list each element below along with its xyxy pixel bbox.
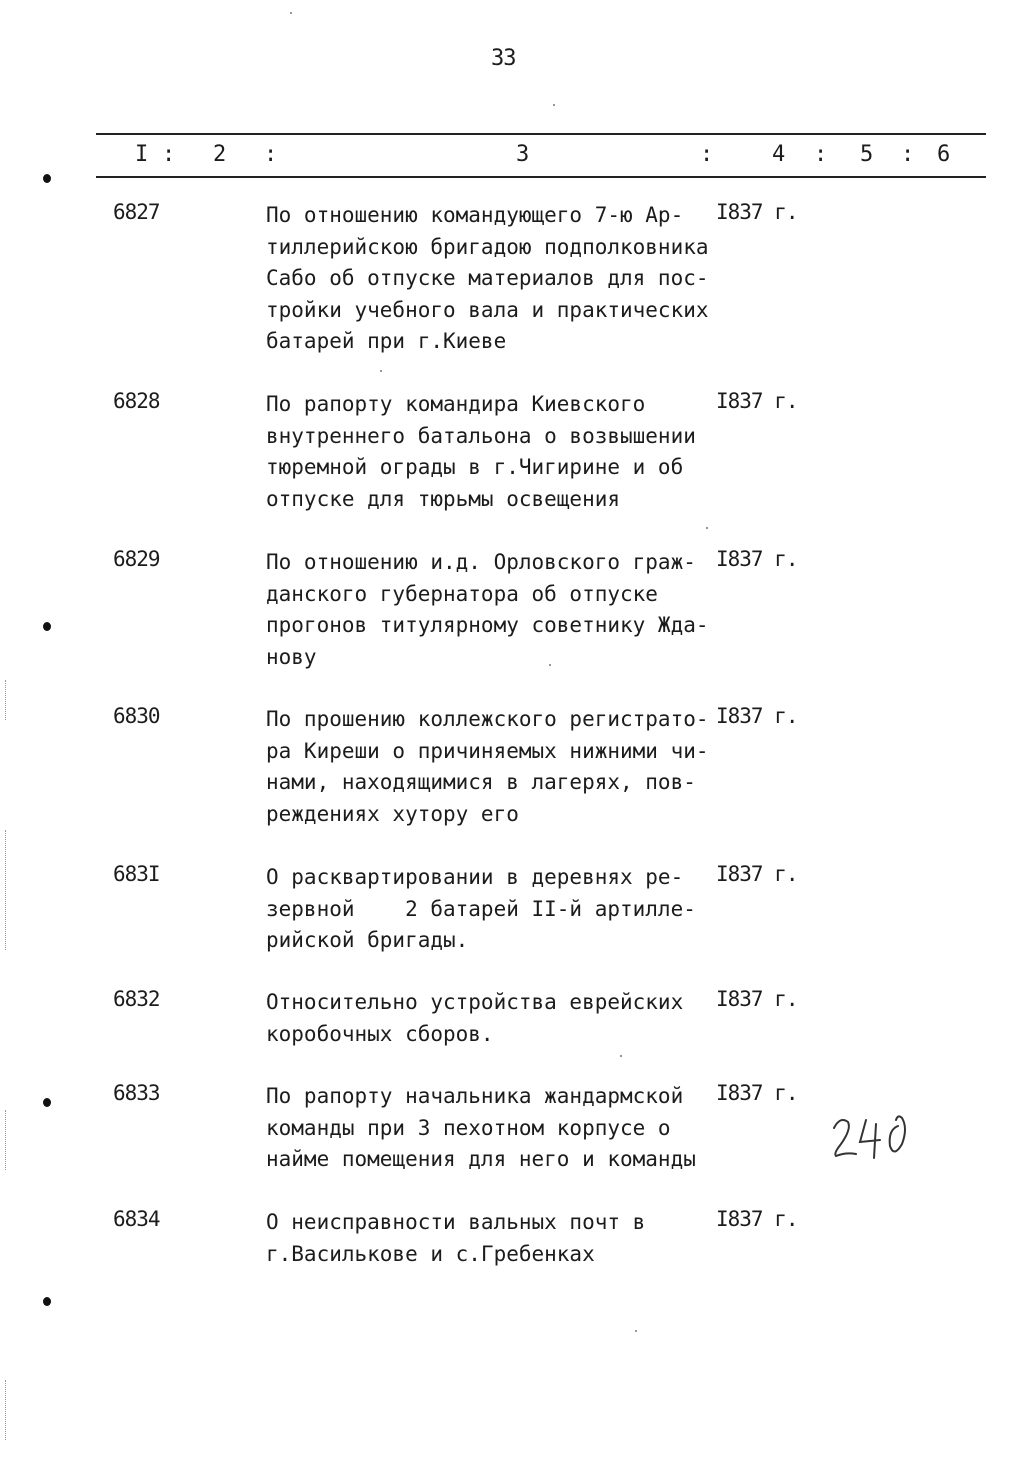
column-separator: :	[814, 142, 828, 167]
paper-speck	[620, 1055, 622, 1057]
punch-hole	[43, 622, 51, 631]
entry-description: По рапорту начальника жандармской команды при 3 пехотном корпусе о найме помещения для него и команды	[266, 1084, 696, 1172]
handwritten-page-number	[826, 1110, 918, 1166]
margin-scan-mark	[5, 1380, 8, 1440]
margin-scan-mark	[5, 1110, 8, 1170]
paper-speck	[706, 527, 708, 529]
entry-description: По отношению командующего 7-ю Ар- тиллерийскою бригадою подполковника Сабо об отпуске материалов для пос- тройки учебного вала и практических батарей при г.Киеве	[266, 203, 709, 354]
column-header-5: 5	[860, 142, 874, 167]
entry-number: 683I	[113, 862, 160, 886]
column-separator: :	[700, 142, 714, 167]
entry-number: 6829	[113, 547, 160, 571]
entry-date: I837 г.	[716, 862, 798, 886]
entry-number: 6828	[113, 389, 160, 413]
entry-number: 6827	[113, 200, 160, 224]
paper-speck	[290, 12, 292, 14]
entry-description: О расквартировании в деревнях ре- зервной 2 батарей II-й артилле- рийской бригады.	[266, 865, 696, 953]
entry-date: I837 г.	[716, 1207, 798, 1231]
entry-date: I837 г.	[716, 1081, 798, 1105]
margin-scan-mark	[5, 680, 8, 720]
column-header-1: I	[135, 142, 149, 167]
paper-speck	[635, 1330, 637, 1332]
column-header-4: 4	[772, 142, 786, 167]
entry-date: I837 г.	[716, 547, 798, 571]
punch-hole	[43, 1098, 51, 1107]
column-separator: :	[901, 142, 915, 167]
column-header-2: 2	[213, 142, 227, 167]
table-top-rule	[96, 133, 986, 135]
entry-number: 6830	[113, 704, 160, 728]
column-separator: :	[162, 142, 176, 167]
entry-number: 6834	[113, 1207, 160, 1231]
entry-description: По прошению коллежского регистрато- ра Киреши о причиняемых нижними чи- нами, находящимися в лагерях, пов- реждениях хутору его	[266, 707, 709, 826]
margin-scan-mark	[5, 830, 8, 950]
paper-speck	[553, 104, 555, 106]
punch-hole	[43, 174, 51, 183]
entry-number: 6832	[113, 987, 160, 1011]
table-header-rule	[96, 176, 986, 178]
page-number: 33	[491, 46, 516, 71]
entry-date: I837 г.	[716, 704, 798, 728]
entry-date: I837 г.	[716, 200, 798, 224]
entry-description: По отношению и.д. Орловского граж- данского губернатора об отпуске прогонов титулярному советнику Жда- нову	[266, 550, 709, 669]
column-header-3: 3	[516, 142, 530, 167]
entry-number: 6833	[113, 1081, 160, 1105]
column-separator: :	[264, 142, 278, 167]
paper-speck	[549, 664, 551, 666]
column-header-6: 6	[937, 142, 951, 167]
entry-description: По рапорту командира Киевского внутреннего батальона о возвышении тюремной ограды в г.Чигирине и об отпуске для тюрьмы освещения	[266, 392, 696, 511]
paper-speck	[380, 370, 382, 372]
entry-date: I837 г.	[716, 987, 798, 1011]
entry-description: О неисправности вальных почт в г.Василькове и с.Гребенках	[266, 1210, 646, 1266]
entry-description: Относительно устройства еврейских коробочных сборов.	[266, 990, 684, 1046]
punch-hole	[43, 1297, 51, 1306]
entry-date: I837 г.	[716, 389, 798, 413]
